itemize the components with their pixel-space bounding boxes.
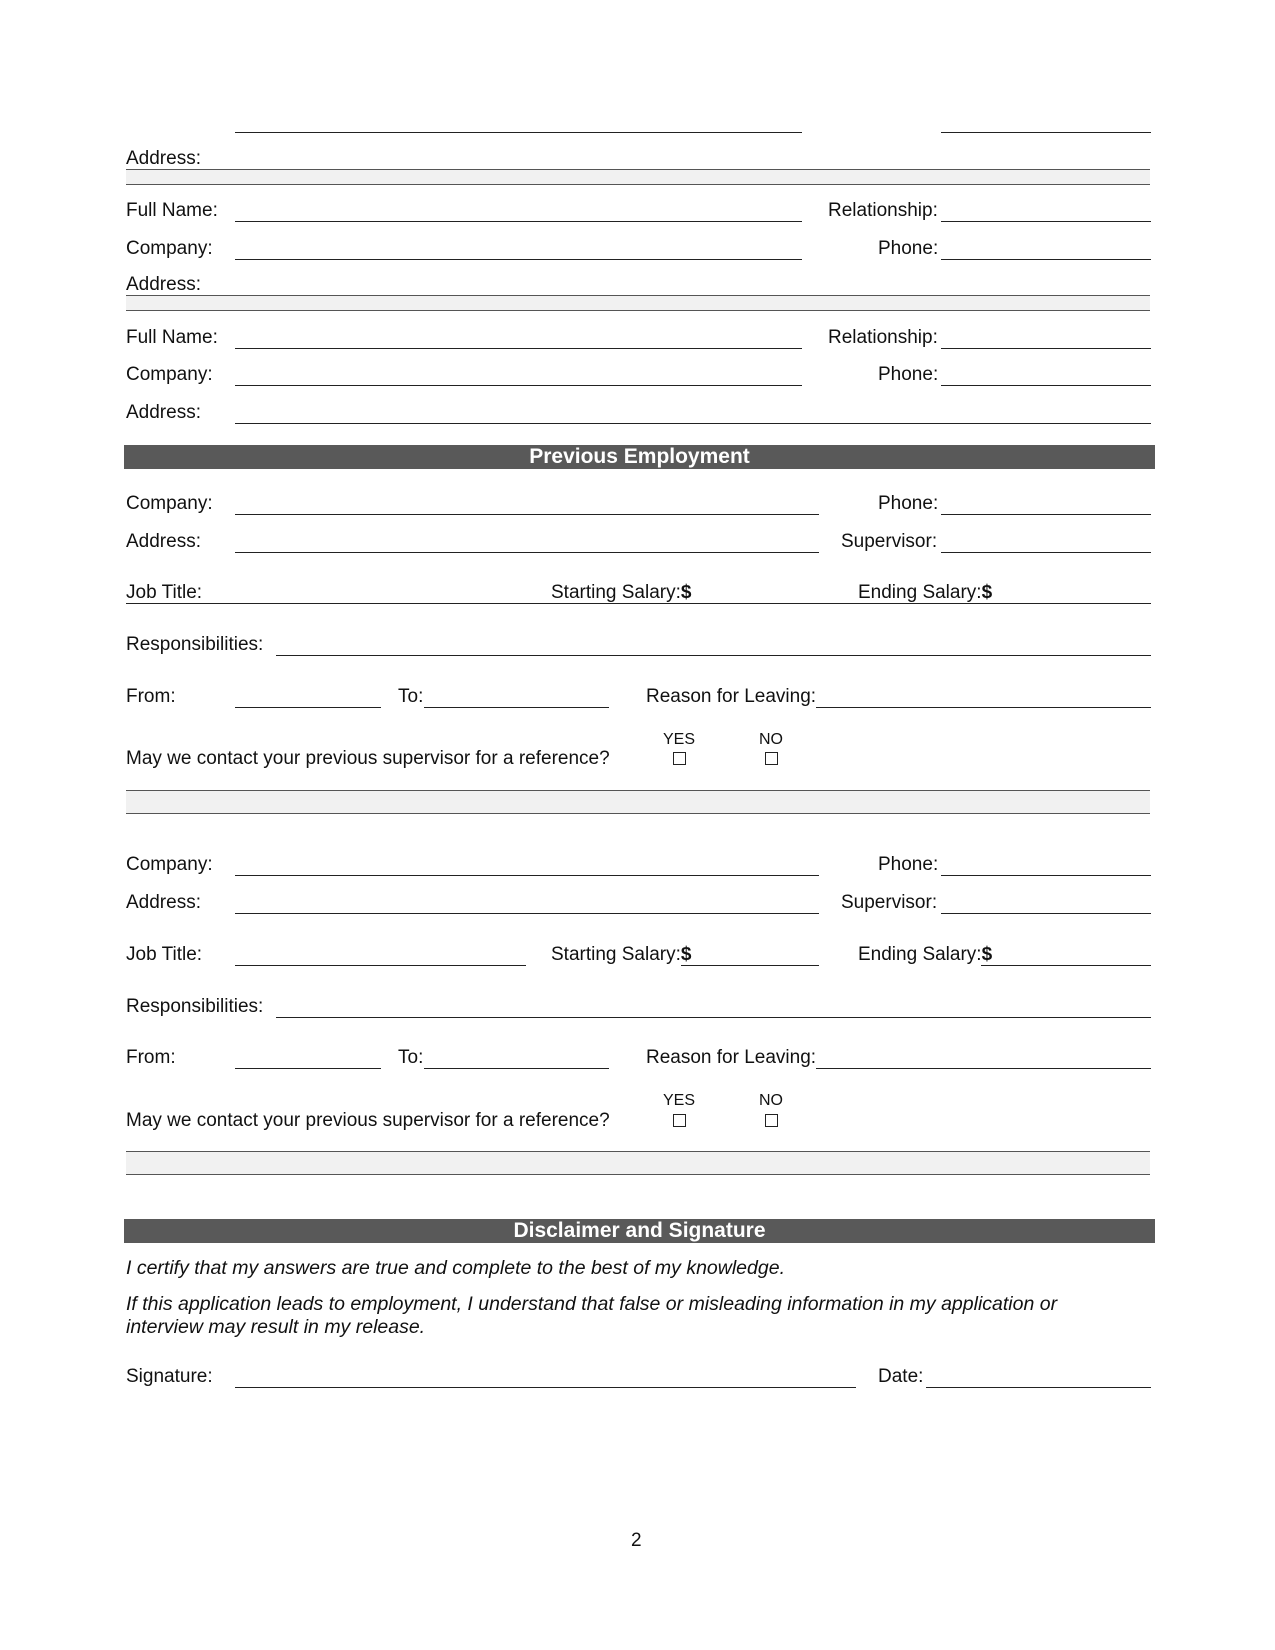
responsibilities-line[interactable] <box>276 1017 1151 1018</box>
to-line[interactable] <box>424 707 609 708</box>
address-line[interactable] <box>235 552 819 553</box>
to-line[interactable] <box>424 1068 609 1069</box>
ending-salary-line[interactable] <box>981 965 1151 966</box>
to-label: To: <box>398 686 424 707</box>
phone-label: Phone: <box>878 238 939 259</box>
job-title-label: Job Title: <box>126 582 203 603</box>
from-label: From: <box>126 1047 176 1068</box>
address-line[interactable] <box>235 913 819 914</box>
phone-line[interactable] <box>941 259 1151 260</box>
contact-question: May we contact your previous supervisor for a reference? <box>126 748 610 769</box>
date-label: Date: <box>878 1366 924 1387</box>
address-label: Address: <box>126 148 201 169</box>
company-label: Company: <box>126 493 213 514</box>
full-name-label: Full Name: <box>126 200 218 221</box>
phone-label: Phone: <box>878 493 939 514</box>
signature-line[interactable] <box>235 1387 856 1388</box>
disclaimer-header: Disclaimer and Signature <box>124 1219 1155 1243</box>
from-line[interactable] <box>235 1068 381 1069</box>
name-line[interactable] <box>235 132 802 133</box>
phone-label: Phone: <box>878 854 939 875</box>
starting-salary-line[interactable] <box>681 965 819 966</box>
company-label: Company: <box>126 854 213 875</box>
full-name-line[interactable] <box>235 221 802 222</box>
reason-for-leaving-label: Reason for Leaving: <box>646 1047 817 1068</box>
full-name-line[interactable] <box>235 348 802 349</box>
signature-label: Signature: <box>126 1366 213 1387</box>
no-checkbox[interactable] <box>765 1114 778 1127</box>
ending-salary-label: Ending Salary:$ <box>858 582 993 603</box>
date-line[interactable] <box>926 1387 1151 1388</box>
address-field-band[interactable] <box>126 295 1150 311</box>
phone-label: Phone: <box>878 364 939 385</box>
starting-salary-label: Starting Salary:$ <box>551 582 692 603</box>
ending-salary-label: Ending Salary:$ <box>858 944 993 965</box>
address-label: Address: <box>126 402 201 423</box>
relationship-line[interactable] <box>941 132 1151 133</box>
supervisor-label: Supervisor: <box>841 892 938 913</box>
no-checkbox[interactable] <box>765 752 778 765</box>
reason-for-leaving-line[interactable] <box>816 707 1151 708</box>
supervisor-line[interactable] <box>941 552 1151 553</box>
previous-employment-header: Previous Employment <box>124 445 1155 469</box>
from-line[interactable] <box>235 707 381 708</box>
supervisor-line[interactable] <box>941 913 1151 914</box>
phone-line[interactable] <box>941 875 1151 876</box>
release-text-line-2: interview may result in my release. <box>126 1316 426 1338</box>
employer-separator-band <box>126 790 1150 814</box>
release-text-line-1: If this application leads to employment, I understand that false or misleading information in my application or <box>126 1293 1058 1315</box>
yes-label: YES <box>663 731 696 748</box>
company-line[interactable] <box>235 385 802 386</box>
contact-question: May we contact your previous supervisor for a reference? <box>126 1110 610 1131</box>
starting-salary-label: Starting Salary:$ <box>551 944 692 965</box>
phone-line[interactable] <box>941 514 1151 515</box>
no-label: NO <box>759 1092 783 1109</box>
yes-label: YES <box>663 1092 696 1109</box>
relationship-line[interactable] <box>941 348 1151 349</box>
address-line[interactable] <box>235 423 1151 424</box>
address-label: Address: <box>126 892 201 913</box>
certification-text: I certify that my answers are true and complete to the best of my knowledge. <box>126 1257 785 1279</box>
company-label: Company: <box>126 364 213 385</box>
company-line[interactable] <box>235 259 802 260</box>
job-title-label: Job Title: <box>126 944 203 965</box>
address-field-band[interactable] <box>126 169 1150 185</box>
relationship-label: Relationship: <box>828 327 938 348</box>
full-name-label: Full Name: <box>126 327 218 348</box>
relationship-line[interactable] <box>941 221 1151 222</box>
page-number: 2 <box>631 1530 642 1551</box>
company-line[interactable] <box>235 875 819 876</box>
relationship-label: Relationship: <box>828 200 938 221</box>
responsibilities-label: Responsibilities: <box>126 634 264 655</box>
to-label: To: <box>398 1047 424 1068</box>
from-label: From: <box>126 686 176 707</box>
responsibilities-label: Responsibilities: <box>126 996 264 1017</box>
company-line[interactable] <box>235 514 819 515</box>
job-salary-line[interactable] <box>126 603 1151 604</box>
employer-separator-band <box>126 1151 1150 1175</box>
reason-for-leaving-line[interactable] <box>816 1068 1151 1069</box>
phone-line[interactable] <box>941 385 1151 386</box>
yes-checkbox[interactable] <box>673 1114 686 1127</box>
company-label: Company: <box>126 238 213 259</box>
no-label: NO <box>759 731 783 748</box>
address-label: Address: <box>126 274 201 295</box>
supervisor-label: Supervisor: <box>841 531 938 552</box>
yes-checkbox[interactable] <box>673 752 686 765</box>
job-title-line[interactable] <box>235 965 526 966</box>
reason-for-leaving-label: Reason for Leaving: <box>646 686 817 707</box>
responsibilities-line[interactable] <box>276 655 1151 656</box>
address-label: Address: <box>126 531 201 552</box>
